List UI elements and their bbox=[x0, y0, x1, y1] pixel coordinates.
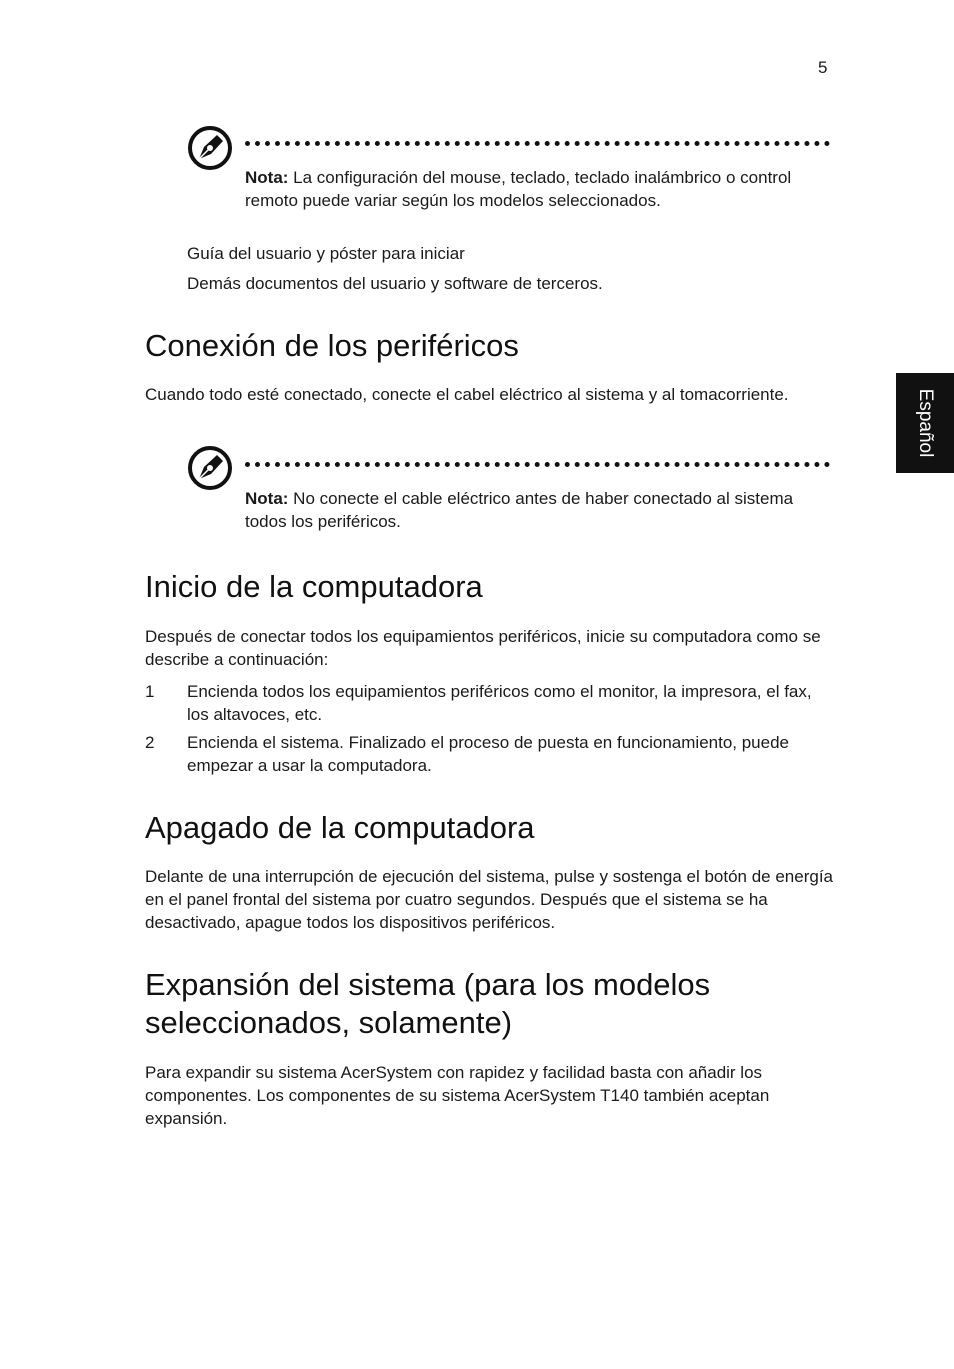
page-number: 5 bbox=[818, 58, 828, 77]
note-divider bbox=[245, 462, 830, 467]
section-heading-conexion: Conexión de los periféricos bbox=[145, 328, 519, 363]
list-item: Demás documentos del usuario y software de terceros. bbox=[187, 274, 603, 293]
section-paragraph-inicio: Después de conectar todos los equipamientos periféricos, inicie su computadora como se describe a continuación: bbox=[145, 627, 821, 669]
step-text: Encienda el sistema. Finalizado el proceso de puesta en funcionamiento, puede empezar a usar la computadora. bbox=[187, 733, 789, 775]
language-tab-label: Español bbox=[915, 388, 936, 458]
section-heading-expansion: Expansión del sistema (para los modelos seleccionados, solamente) bbox=[145, 967, 711, 1040]
step-number: 1 bbox=[145, 682, 155, 701]
section-paragraph-expansion: Para expandir su sistema AcerSystem con rapidez y facilidad basta con añadir los componentes. Los componentes de su sistema AcerSystem T140 también aceptan expansión. bbox=[145, 1063, 770, 1128]
section-paragraph-conexion: Cuando todo esté conectado, conecte el cabel eléctrico al sistema y al tomacorriente. bbox=[145, 385, 789, 404]
note-label: Nota: bbox=[245, 168, 289, 187]
note-divider bbox=[245, 141, 830, 146]
note-body: La configuración del mouse, teclado, teclado inalámbrico o control remoto puede variar según los modelos seleccionados. bbox=[245, 168, 792, 210]
section-paragraph-apagado: Delante de una interrupción de ejecución del sistema, pulse y sostenga el botón de energía en el panel frontal del sistema por cuatro segundos. Después que el sistema se ha desactivado, apague todos los dispositivos periféricos. bbox=[145, 867, 834, 932]
section-heading-apagado: Apagado de la computadora bbox=[145, 810, 535, 845]
language-tab bbox=[896, 373, 954, 473]
step-number: 2 bbox=[145, 733, 155, 752]
note-pen-icon bbox=[187, 445, 233, 491]
note-pen-icon bbox=[187, 125, 233, 171]
note-text bbox=[245, 166, 835, 212]
note-label: Nota: bbox=[245, 489, 289, 508]
step-text: Encienda todos los equipamientos periféricos como el monitor, la impresora, el fax, los altavoces, etc. bbox=[187, 682, 812, 724]
section-heading-inicio: Inicio de la computadora bbox=[145, 569, 483, 604]
note-body: No conecte el cable eléctrico antes de haber conectado al sistema todos los periféricos. bbox=[245, 489, 794, 531]
list-item: Guía del usuario y póster para iniciar bbox=[187, 244, 465, 263]
note-text bbox=[245, 487, 835, 533]
